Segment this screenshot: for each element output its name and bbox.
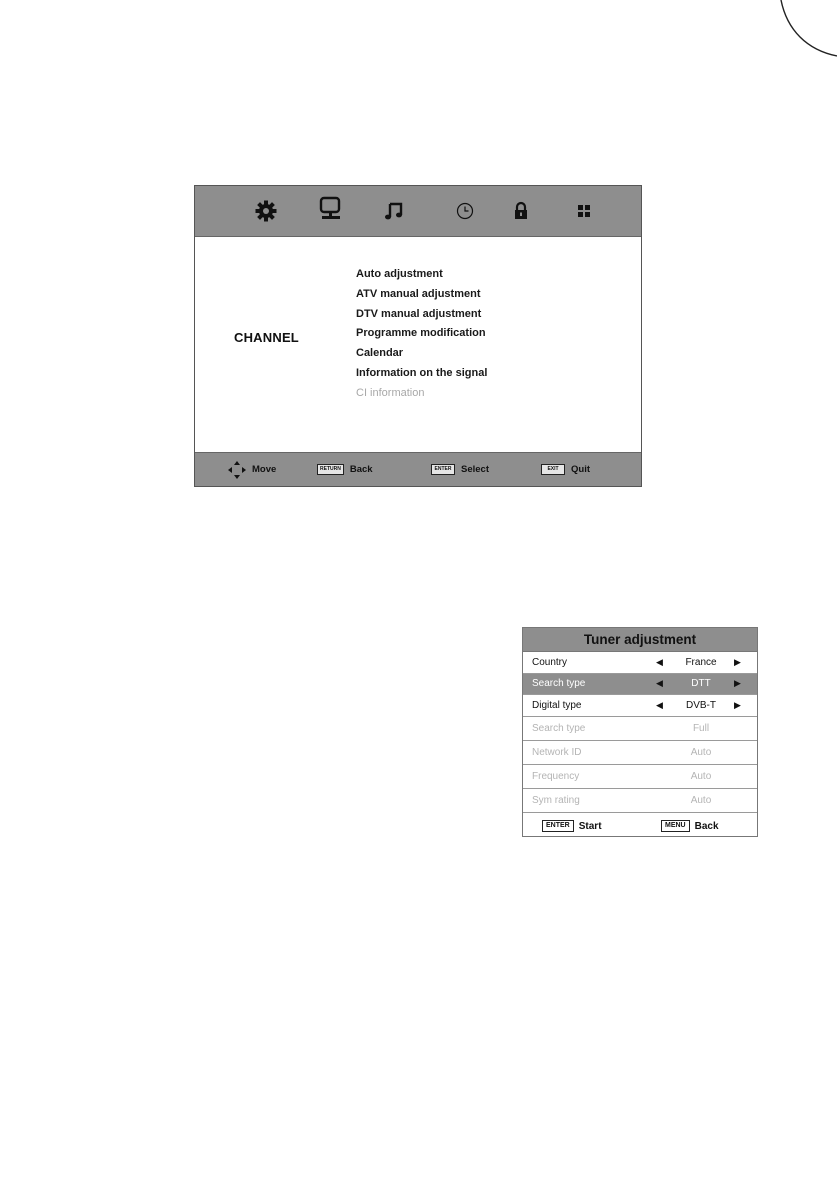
move-arrows-icon — [228, 461, 246, 479]
tuner-footer — [523, 813, 757, 840]
menu-key-icon: MENU — [661, 820, 690, 832]
monitor-icon[interactable] — [318, 196, 344, 222]
tuner-title: Tuner adjustment — [523, 628, 757, 652]
enter-key-icon: ENTER — [431, 464, 455, 475]
hint-move-label: Move — [252, 464, 277, 475]
menu-item-programme-modification[interactable]: Programme modification — [356, 327, 486, 340]
settings-gear-icon[interactable] — [253, 198, 279, 224]
corner-mark — [777, 0, 837, 60]
menu-icon-bar — [195, 186, 641, 237]
menu-body — [195, 237, 641, 453]
row-value: Auto — [690, 794, 712, 806]
row-value: Auto — [690, 746, 712, 758]
row-value: France — [685, 656, 717, 668]
right-arrow-icon[interactable]: ▶ — [734, 678, 741, 689]
row-value: DVB-T — [686, 699, 716, 711]
row-label: Sym rating — [532, 794, 580, 806]
hint-back-label: Back — [349, 464, 373, 475]
lock-icon[interactable] — [508, 198, 534, 224]
row-label: Country — [532, 656, 568, 668]
tuner-row-frequency — [523, 765, 757, 789]
hint-move — [228, 453, 276, 486]
music-note-icon[interactable] — [382, 198, 408, 224]
hint-select — [431, 453, 489, 486]
section-title: CHANNEL — [234, 330, 299, 345]
tuner-row-network-id — [523, 741, 757, 765]
row-value: Auto — [690, 770, 712, 782]
footer-start-label: Start — [578, 820, 602, 832]
grid-icon[interactable] — [571, 198, 597, 224]
row-label: Frequency — [532, 770, 580, 782]
tuner-row-search-type-selected[interactable] — [523, 674, 757, 696]
channel-menu-list — [356, 265, 487, 404]
hint-back — [317, 453, 373, 486]
menu-hint-bar — [195, 452, 641, 486]
row-label: Network ID — [532, 746, 582, 758]
right-arrow-icon[interactable]: ▶ — [734, 656, 741, 667]
clock-icon[interactable] — [452, 198, 478, 224]
row-value: Full — [692, 722, 710, 734]
tuner-row-digital-type[interactable] — [523, 695, 757, 717]
return-key-icon: RETURN — [317, 464, 344, 475]
menu-item-signal-information[interactable]: Information on the signal — [356, 366, 488, 379]
right-arrow-icon[interactable]: ▶ — [734, 699, 741, 710]
row-value: DTT — [691, 678, 711, 690]
left-arrow-icon[interactable]: ◀ — [656, 699, 663, 710]
hint-quit — [541, 453, 590, 486]
menu-item-auto-adjustment[interactable]: Auto adjustment — [356, 268, 443, 280]
row-label: Search type — [532, 678, 586, 690]
row-label: Search type — [532, 722, 586, 734]
tuner-row-search-type-mode — [523, 717, 757, 741]
hint-quit-label: Quit — [571, 464, 590, 475]
left-arrow-icon[interactable]: ◀ — [656, 656, 663, 667]
enter-key-icon: ENTER — [542, 820, 574, 832]
menu-item-dtv-manual-adjustment[interactable]: DTV manual adjustment — [356, 307, 482, 320]
footer-start[interactable] — [542, 813, 602, 840]
footer-back[interactable] — [661, 813, 719, 840]
tuner-row-sym-rating — [523, 789, 757, 813]
tuner-adjustment-panel — [522, 627, 758, 837]
row-label: Digital type — [532, 699, 582, 711]
channel-menu-window — [194, 185, 642, 487]
hint-select-label: Select — [461, 464, 489, 475]
tuner-row-country[interactable] — [523, 652, 757, 674]
exit-key-icon: EXIT — [541, 464, 565, 475]
left-arrow-icon[interactable]: ◀ — [656, 678, 663, 689]
menu-item-atv-manual-adjustment[interactable]: ATV manual adjustment — [356, 287, 481, 300]
menu-item-ci-information: CI information — [356, 386, 425, 399]
menu-item-calendar[interactable]: Calendar — [356, 347, 404, 360]
footer-back-label: Back — [694, 820, 719, 832]
